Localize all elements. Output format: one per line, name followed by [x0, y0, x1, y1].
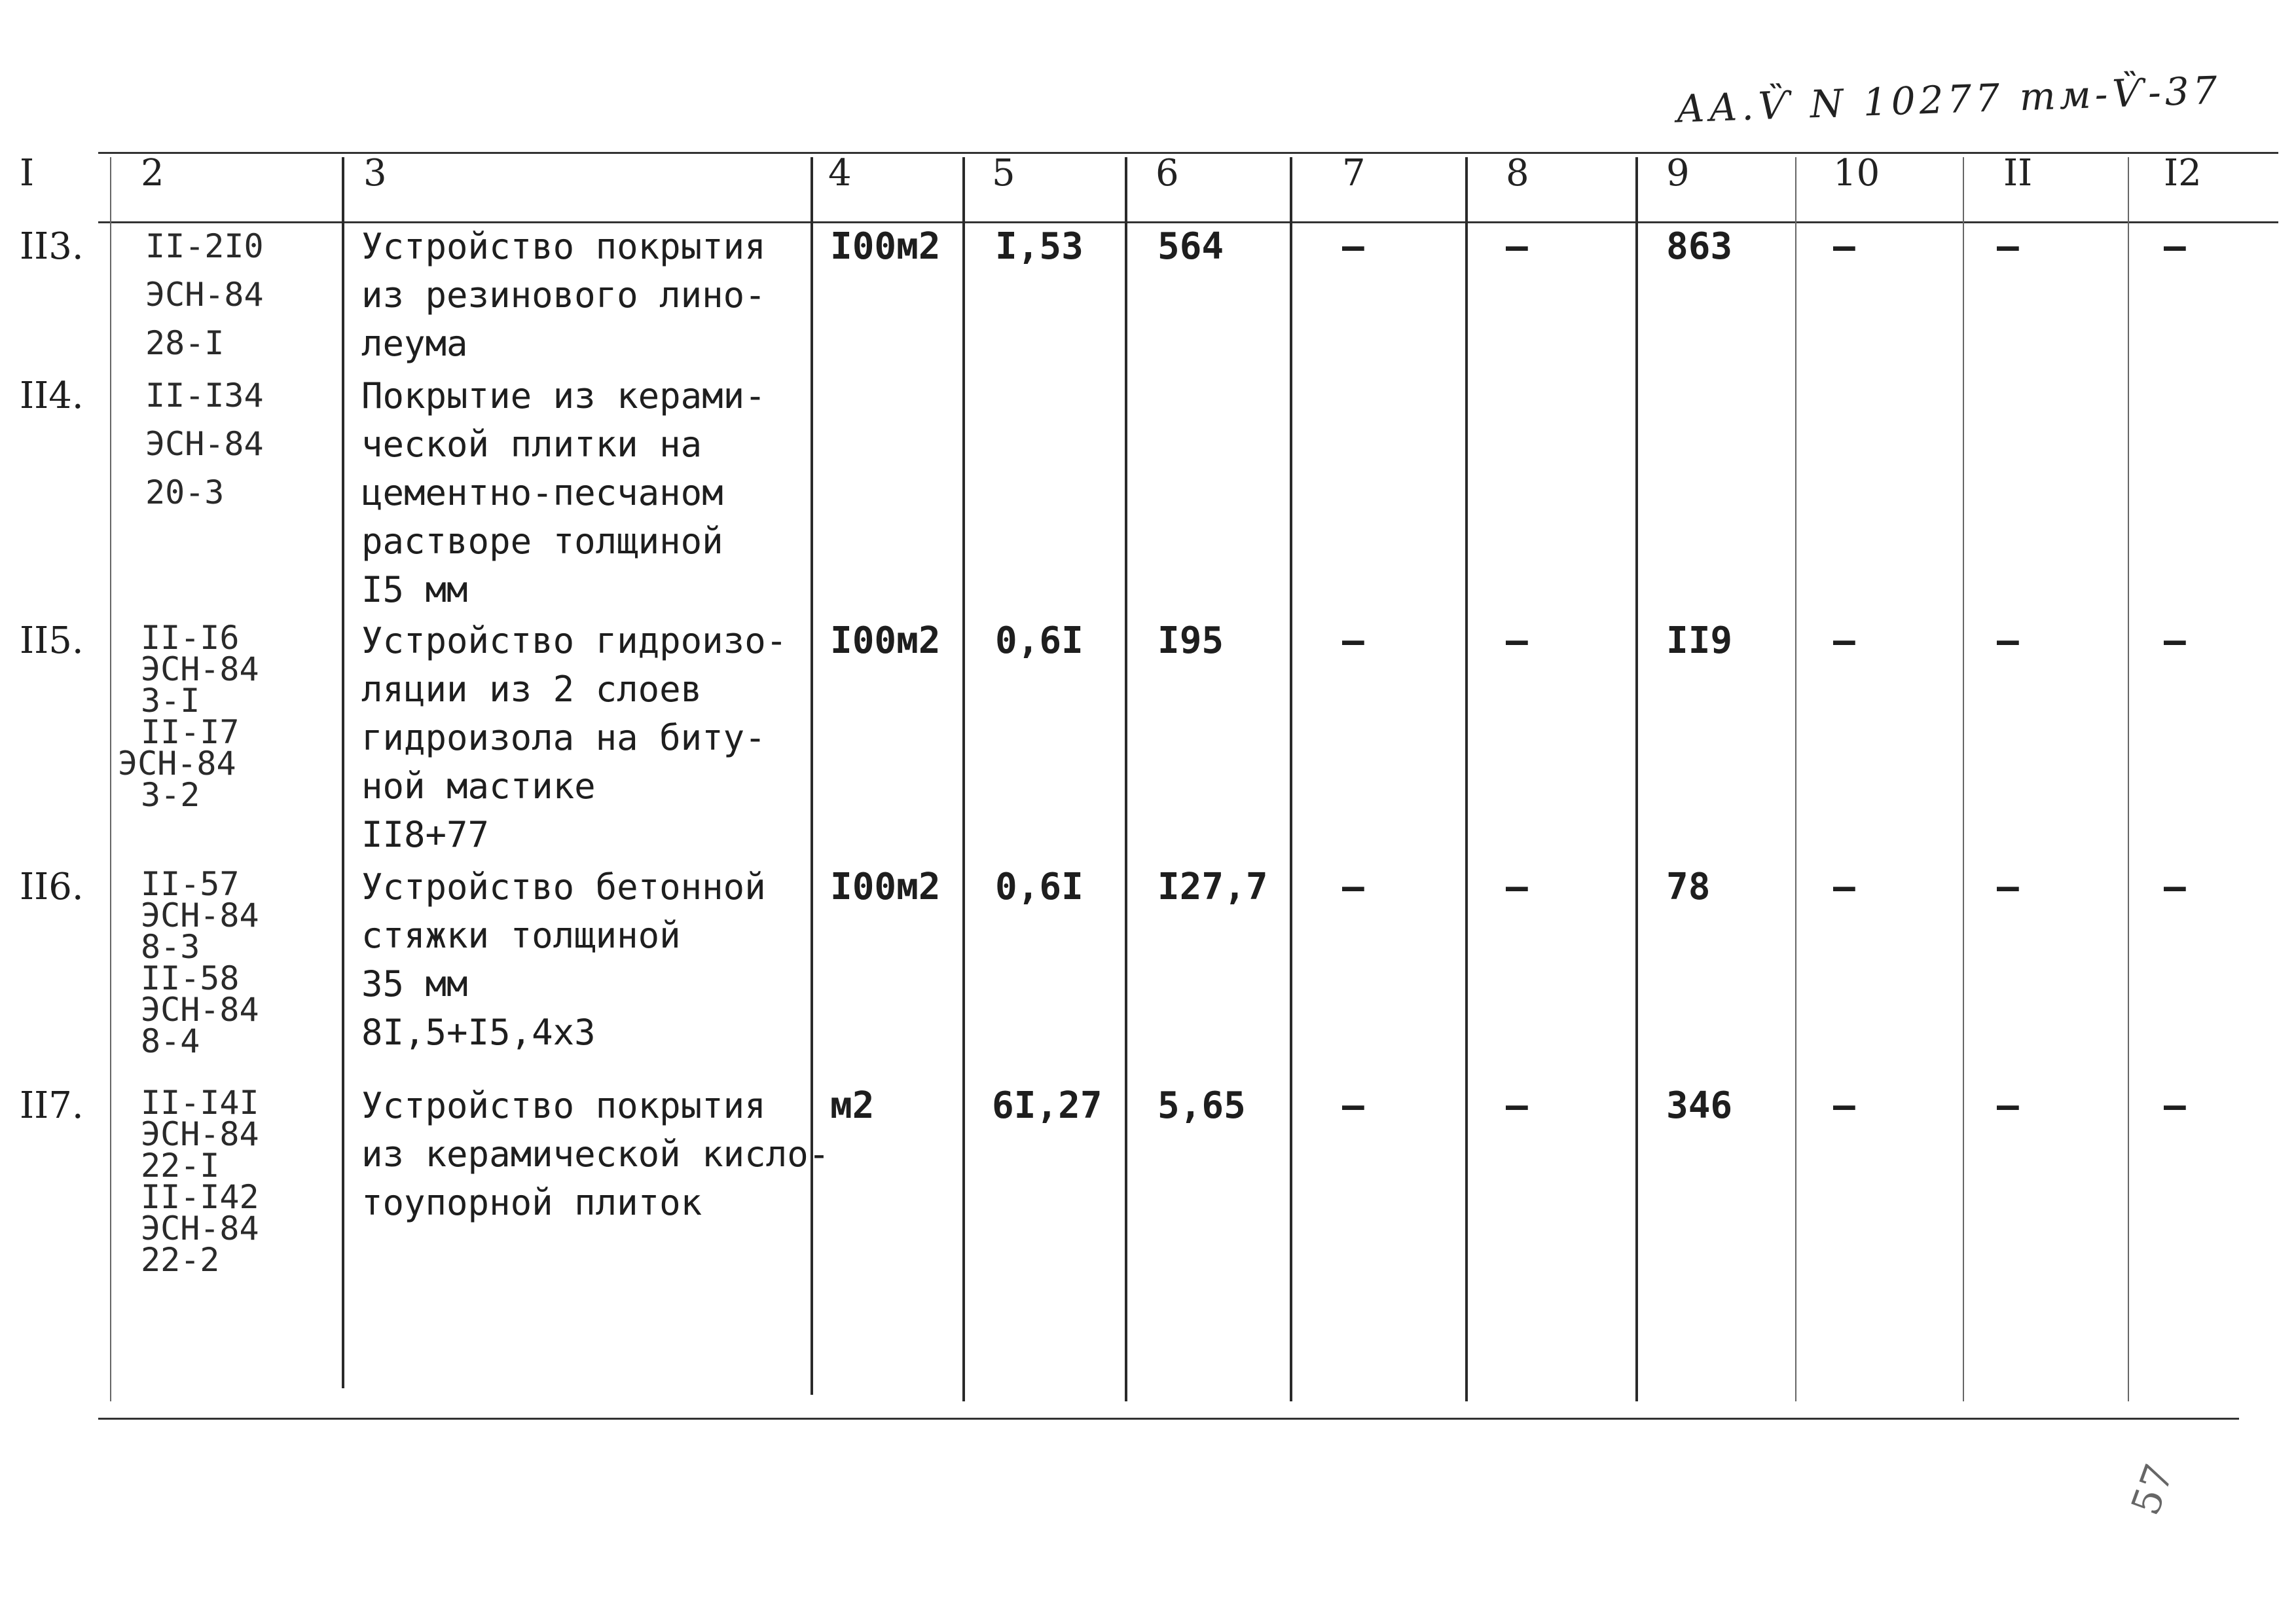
work-description-line: леума — [361, 323, 468, 364]
col12-cell: – — [2164, 619, 2186, 662]
norm-code-line: II-57 — [141, 865, 240, 903]
column-rule-3 — [811, 157, 813, 1395]
table-top-rule — [98, 152, 2278, 154]
work-description-line: Устройство покрытия — [361, 226, 766, 267]
col6-cell: 564 — [1157, 225, 1224, 268]
work-description-line: ческой плитки на — [361, 424, 702, 465]
col11-cell: – — [1997, 866, 2019, 908]
column-rule-2 — [342, 157, 344, 1388]
work-description-line: из резинового лино- — [361, 274, 766, 316]
norm-code-line: ЭСН-84 — [141, 896, 259, 934]
col7-cell: – — [1342, 1084, 1364, 1127]
header-col-7: 7 — [1342, 152, 1366, 194]
work-description-line: тоупорной плиток — [361, 1182, 702, 1223]
column-rule-5 — [1125, 157, 1127, 1401]
norm-code-line: II-2I0 — [145, 227, 264, 265]
unit-cell: I00м2 — [830, 866, 941, 908]
unit-cell: I00м2 — [830, 225, 941, 268]
norm-code-line: ЭСН-84 — [118, 745, 236, 783]
norm-code-line: II-I34 — [145, 377, 264, 415]
work-description-line: Устройство бетонной — [361, 866, 766, 908]
work-description-line: 35 мм — [361, 963, 468, 1005]
col12-cell: – — [2164, 225, 2186, 268]
col8-cell: – — [1506, 1084, 1528, 1127]
header-col-3: 3 — [363, 152, 387, 194]
header-col-11: II — [2003, 152, 2033, 194]
col10-cell: – — [1833, 1084, 1855, 1127]
norm-code-line: II-I42 — [141, 1178, 259, 1216]
work-description-line: ной мастике — [361, 766, 596, 807]
col7-cell: – — [1342, 225, 1364, 268]
header-col-2: 2 — [141, 152, 164, 194]
col9-cell: 78 — [1666, 866, 1711, 908]
work-description-line: I5 мм — [361, 569, 468, 610]
col10-cell: – — [1833, 866, 1855, 908]
norm-code-line: ЭСН-84 — [145, 276, 264, 314]
work-description-line: стяжки толщиной — [361, 915, 681, 956]
work-description-line: 8I,5+I5,4х3 — [361, 1012, 596, 1053]
col6-cell: I27,7 — [1157, 866, 1268, 908]
header-col-5: 5 — [992, 152, 1015, 194]
header-col-6: 6 — [1156, 152, 1179, 194]
norm-code-line: 3-2 — [141, 776, 200, 814]
col11-cell: – — [1997, 225, 2019, 268]
norm-code-line: II-I4I — [141, 1084, 259, 1122]
col12-cell: – — [2164, 1084, 2186, 1127]
col8-cell: – — [1506, 225, 1528, 268]
norm-code-line: 8-4 — [141, 1022, 200, 1060]
col8-cell: – — [1506, 619, 1528, 662]
header-col-8: 8 — [1506, 152, 1529, 194]
column-rule-6 — [1290, 157, 1292, 1401]
quantity-cell: 0,6I — [995, 866, 1084, 908]
row-number: II3. — [20, 225, 84, 268]
norm-code-line: ЭСН-84 — [145, 425, 264, 463]
table-bottom-rule — [98, 1418, 2239, 1420]
col9-cell: II9 — [1666, 619, 1733, 662]
work-description-line: Устройство гидроизо- — [361, 620, 788, 661]
col9-cell: 346 — [1666, 1084, 1733, 1127]
column-rule-8 — [1635, 157, 1638, 1401]
col9-cell: 863 — [1666, 225, 1733, 268]
unit-cell: м2 — [830, 1084, 875, 1127]
norm-code-line: 8-3 — [141, 928, 200, 966]
document-stamp: АА.Ѷ N 10277 тм-Ѷ-37 — [1675, 67, 2222, 132]
norm-code-line: II-I6 — [141, 619, 240, 657]
norm-code-line: 22-I — [141, 1147, 220, 1185]
row-number: II6. — [20, 866, 84, 908]
quantity-cell: I,53 — [995, 225, 1084, 268]
norm-code-line: 28-I — [145, 324, 225, 362]
unit-cell: I00м2 — [830, 619, 941, 662]
norm-code-line: ЭСН-84 — [141, 1115, 259, 1153]
column-rule-1 — [110, 157, 111, 1401]
col8-cell: – — [1506, 866, 1528, 908]
norm-code-line: 22-2 — [141, 1241, 220, 1279]
col11-cell: – — [1997, 619, 2019, 662]
col7-cell: – — [1342, 866, 1364, 908]
work-description-line: цементно-песчаном — [361, 472, 723, 513]
work-description-line: ляции из 2 слоев — [361, 669, 702, 710]
header-col-9: 9 — [1666, 152, 1690, 194]
col10-cell: – — [1833, 225, 1855, 268]
col12-cell: – — [2164, 866, 2186, 908]
column-rule-4 — [962, 157, 965, 1401]
header-col-10: 10 — [1833, 152, 1880, 194]
work-description-line: растворе толщиной — [361, 521, 723, 562]
page-number: 57 — [2123, 1458, 2183, 1521]
header-col-4: 4 — [828, 152, 852, 194]
norm-code-line: II-58 — [141, 959, 240, 997]
col6-cell: 5,65 — [1157, 1084, 1246, 1127]
column-rule-7 — [1465, 157, 1468, 1401]
norm-code-line: 3-I — [141, 682, 200, 720]
work-description-line: из керамической кисло- — [361, 1134, 830, 1175]
norm-code-line: II-I7 — [141, 713, 240, 751]
column-rule-10 — [1963, 157, 1964, 1401]
quantity-cell: 0,6I — [995, 619, 1084, 662]
header-col-1: I — [20, 152, 35, 194]
column-rule-11 — [2128, 157, 2129, 1401]
col11-cell: – — [1997, 1084, 2019, 1127]
work-description-line: Устройство покрытия — [361, 1085, 766, 1126]
row-number: II7. — [20, 1084, 84, 1127]
column-rule-9 — [1795, 157, 1796, 1401]
norm-code-line: ЭСН-84 — [141, 650, 259, 688]
row-number: II5. — [20, 619, 84, 662]
work-description-line: II8+77 — [361, 814, 490, 855]
col6-cell: I95 — [1157, 619, 1224, 662]
work-description-line: гидроизола на биту- — [361, 717, 766, 758]
quantity-cell: 6I,27 — [992, 1084, 1102, 1127]
col7-cell: – — [1342, 619, 1364, 662]
row-number: II4. — [20, 375, 84, 417]
work-description-line: Покрытие из керами- — [361, 375, 766, 416]
col10-cell: – — [1833, 619, 1855, 662]
header-col-12: I2 — [2164, 152, 2202, 194]
norm-code-line: ЭСН-84 — [141, 991, 259, 1029]
norm-code-line: ЭСН-84 — [141, 1209, 259, 1247]
norm-code-line: 20-3 — [145, 473, 225, 511]
